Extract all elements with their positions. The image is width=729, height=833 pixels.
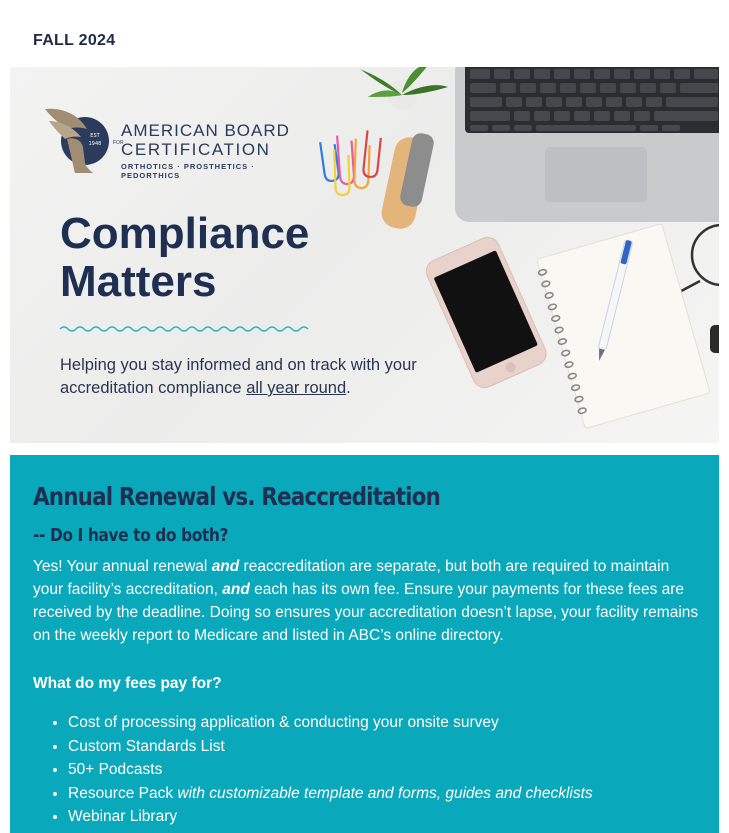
hero-banner [10, 67, 719, 443]
hero-title [60, 210, 309, 306]
laptop-icon [455, 67, 719, 222]
wavy-divider [60, 327, 308, 331]
device-edge [710, 325, 719, 353]
hero-tagline: Helping you stay informed and on track with your accreditation compliance all year round. [60, 356, 417, 397]
logo-for-mark: FOR [113, 140, 124, 146]
list-item: • Custom Standards List [68, 735, 593, 759]
fees-question: What do my fees pay for? [33, 675, 222, 692]
list-item: • Webinar Library [68, 805, 593, 829]
logo-name-line1: AMERICAN BOARD [121, 121, 290, 140]
abc-logo [43, 105, 303, 185]
section-body: Yes! Your annual renewal and reaccreditation are separate, but both are required to maintain your facility’s accreditation, and each has its own fee. Ensure your payments for these fees are received by the deadline. Doing so ensures your accreditation doesn’t lapse, your facility remains on the weekly report to Medicare and listed in ABC’s online directory. [33, 558, 699, 644]
plant-icon [360, 67, 448, 110]
winged-foot-logo-icon [43, 105, 113, 181]
fees-list [33, 711, 593, 829]
section-title: Annual Renewal vs. Reaccreditation [33, 482, 440, 511]
section-subtitle: -- Do I have to do both? [33, 525, 229, 546]
list-item: • Resource Pack with customizable template and forms, guides and checklists [68, 782, 593, 806]
renewal-section [10, 455, 719, 833]
logo-tagline: ORTHOTICS · PROSTHETICS · PEDORTHICS [121, 162, 255, 180]
hero-tagline-link: all year round [246, 379, 347, 397]
stapler-icon [379, 132, 436, 232]
svg-text:1948: 1948 [88, 141, 102, 147]
logo-name-line2: CERTIFICATION [121, 140, 271, 159]
hero-title-line1: Compliance [60, 209, 310, 258]
list-item: • 50+ Podcasts [68, 758, 593, 782]
issue-season: FALL 2024 [33, 32, 116, 49]
paper-clips-icon [320, 130, 381, 195]
svg-text:EST: EST [90, 133, 100, 139]
list-item: • Cost of processing application & conducting your onsite survey [68, 711, 593, 735]
phone-icon [423, 234, 550, 392]
hero-title-line2: Matters [60, 257, 217, 306]
